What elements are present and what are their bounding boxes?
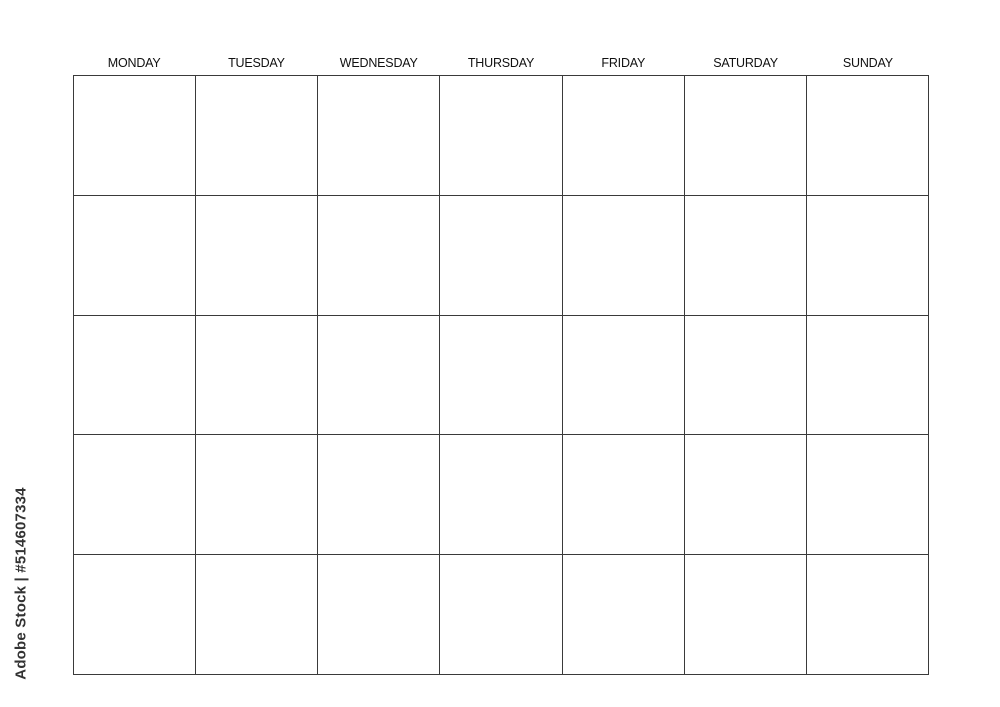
day-cell: [685, 316, 807, 436]
day-cell: [318, 316, 440, 436]
day-cell: [440, 555, 562, 675]
day-cell: [563, 76, 685, 196]
day-cell: [440, 76, 562, 196]
day-cell: [74, 435, 196, 555]
calendar-grid: [73, 75, 929, 675]
day-cell: [807, 435, 929, 555]
day-cell: [807, 196, 929, 316]
day-cell: [74, 76, 196, 196]
day-cell: [196, 196, 318, 316]
day-cell: [74, 316, 196, 436]
day-cell: [318, 76, 440, 196]
day-cell: [440, 316, 562, 436]
day-cell: [807, 555, 929, 675]
day-cell: [196, 555, 318, 675]
weekday-header-wednesday: WEDNESDAY: [339, 56, 418, 70]
weekday-header-thursday: THURSDAY: [467, 56, 535, 70]
day-cell: [74, 555, 196, 675]
day-cell: [563, 316, 685, 436]
day-cell: [318, 435, 440, 555]
weekday-header-saturday: SATURDAY: [713, 56, 778, 70]
weekday-header-row: [73, 54, 929, 72]
day-cell: [196, 435, 318, 555]
day-cell: [685, 196, 807, 316]
day-cell: [685, 76, 807, 196]
weekday-header-sunday: SUNDAY: [842, 56, 893, 70]
day-cell: [318, 555, 440, 675]
weekday-header-monday: MONDAY: [107, 56, 161, 70]
day-cell: [807, 76, 929, 196]
day-cell: [563, 196, 685, 316]
day-cell: [196, 76, 318, 196]
day-cell: [318, 196, 440, 316]
day-cell: [440, 196, 562, 316]
day-cell: [807, 316, 929, 436]
day-cell: [196, 316, 318, 436]
day-cell: [563, 435, 685, 555]
day-cell: [563, 555, 685, 675]
day-cell: [74, 196, 196, 316]
day-cell: [440, 435, 562, 555]
weekday-header-tuesday: TUESDAY: [228, 56, 285, 70]
stock-watermark: [8, 472, 34, 694]
day-cell: [685, 435, 807, 555]
stock-watermark-text: Adobe Stock | #514607334: [12, 486, 30, 680]
weekday-header-friday: FRIDAY: [601, 56, 646, 70]
day-cell: [685, 555, 807, 675]
